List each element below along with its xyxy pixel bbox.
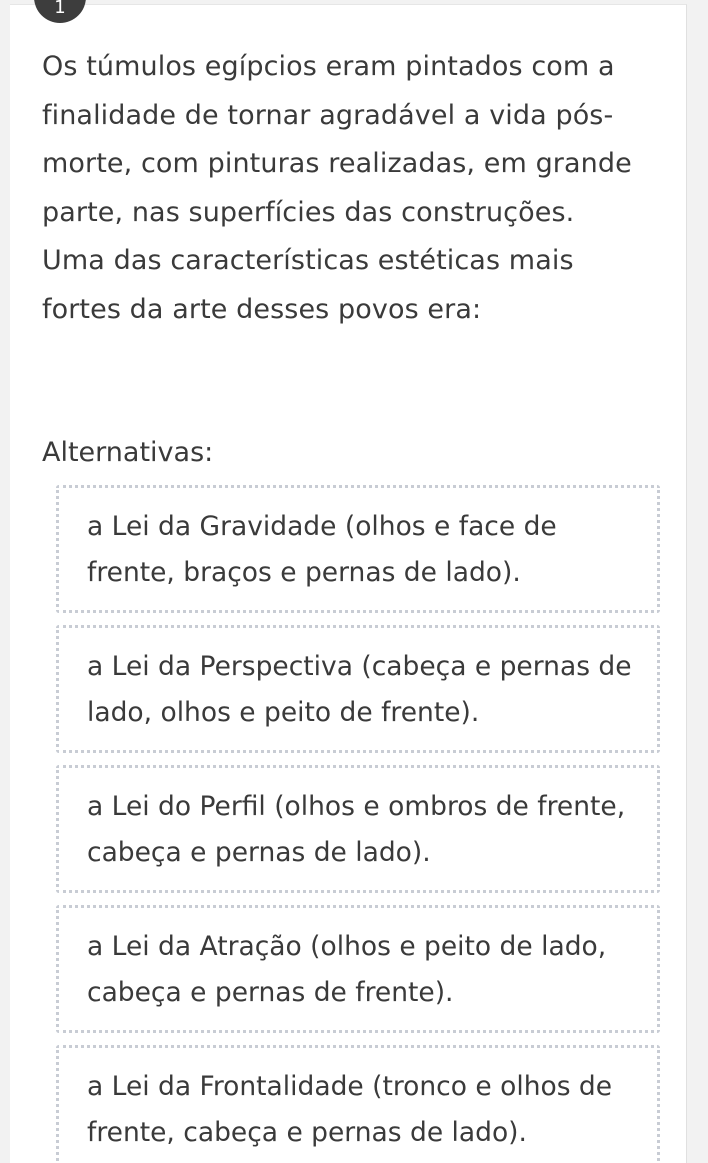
alternative-option-text: a Lei da Perspectiva (cabeça e pernas de lado, olhos e peito de frente). xyxy=(87,651,632,728)
alternative-option-text: a Lei da Atração (olhos e peito de lado, cabeça e pernas de frente). xyxy=(87,931,607,1008)
alternative-option-text: a Lei do Perfil (olhos e ombros de frente, cabeça e pernas de lado). xyxy=(87,791,626,868)
alternative-option-3[interactable] xyxy=(56,765,660,893)
alternative-option-2[interactable] xyxy=(56,625,660,753)
alternative-option-text: a Lei da Frontalidade (tronco e olhos de frente, cabeça e pernas de lado). xyxy=(87,1071,613,1148)
alternative-option-1[interactable] xyxy=(56,485,660,613)
question-statement: Os túmulos egípcios eram pintados com a finalidade de tornar agradável a vida pós-morte, com pinturas realizadas, em grande parte, nas superfícies das construções. Uma das características estéticas mais fortes da arte desses povos era: xyxy=(42,51,632,325)
question-card xyxy=(10,0,687,1163)
alternatives-list xyxy=(56,485,660,1163)
alternatives-label: Alternativas: xyxy=(42,437,214,468)
alternative-option-4[interactable] xyxy=(56,905,660,1033)
question-number-badge: 1 xyxy=(34,0,86,23)
alternative-option-5[interactable] xyxy=(56,1045,660,1163)
alternative-option-text: a Lei da Gravidade (olhos e face de frente, braços e pernas de lado). xyxy=(87,511,557,588)
